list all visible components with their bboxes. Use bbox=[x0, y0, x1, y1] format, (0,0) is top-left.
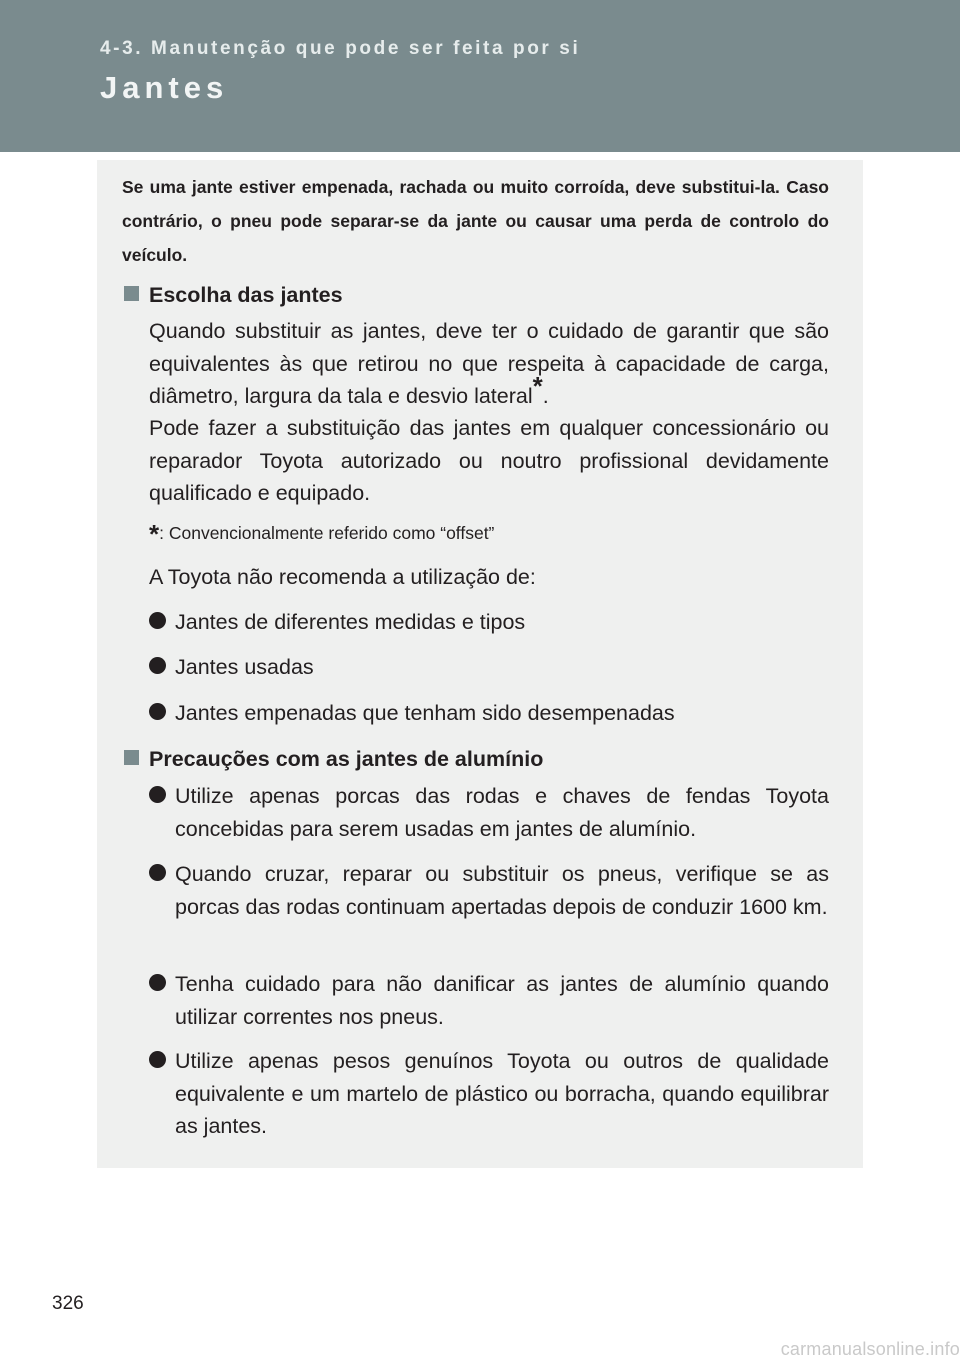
square-bullet-icon bbox=[124, 286, 139, 301]
bullet-dot-icon bbox=[149, 864, 166, 881]
paragraph-text: Quando substituir as jantes, deve ter o cuidado de garantir que são equivalentes às que retirou no que respeita à capacidade de carga, diâmetro, largura da tala e desvio lateral bbox=[149, 319, 829, 408]
bullet-dot-icon bbox=[149, 974, 166, 991]
bullet-dot-icon bbox=[149, 657, 166, 674]
page-number: 326 bbox=[52, 1293, 84, 1314]
list-item-text: Utilize apenas pesos genuínos Toyota ou outros de qualidade equivalente e um martelo de plástico ou borracha, quando equilibrar as jantes. bbox=[175, 1049, 829, 1138]
section-heading-wheel-choice bbox=[124, 281, 343, 309]
list-item bbox=[149, 1045, 829, 1143]
list-item bbox=[149, 968, 829, 1033]
list-item-text: Jantes empenadas que tenham sido desempenadas bbox=[175, 701, 675, 725]
section-heading-label: Precauções com as jantes de alumínio bbox=[149, 747, 544, 771]
list-item-text: Quando cruzar, reparar ou substituir os pneus, verifique se as porcas das rodas continuam apertadas depois de conduzir 1600 km. bbox=[175, 862, 829, 919]
square-bullet-icon bbox=[124, 750, 139, 765]
list-item bbox=[149, 858, 829, 923]
section-label: 4-3. Manutenção que pode ser feita por si bbox=[100, 38, 581, 59]
footnote-marker: * bbox=[532, 371, 543, 401]
page-title: Jantes bbox=[100, 70, 229, 105]
paragraph-end: . bbox=[542, 384, 549, 408]
warning-text: Se uma jante estiver empenada, rachada ou muito corroída, deve substitui-la. Caso contrário, o pneu pode separar-se da jante ou causar uma perda de controlo do veículo. bbox=[122, 177, 829, 265]
bullet-dot-icon bbox=[149, 703, 166, 720]
list-item bbox=[149, 697, 829, 730]
bullet-dot-icon bbox=[149, 786, 166, 803]
list-item bbox=[149, 651, 829, 684]
list-item-text: Utilize apenas porcas das rodas e chaves de fendas Toyota concebidas para serem usadas em jantes de alumínio. bbox=[175, 784, 829, 841]
not-recommended-intro: A Toyota não recomenda a utilização de: bbox=[149, 565, 536, 589]
section-heading-aluminium bbox=[124, 745, 543, 773]
list-item-text: Jantes de diferentes medidas e tipos bbox=[175, 610, 526, 634]
bullet-dot-icon bbox=[149, 1051, 166, 1068]
footnote-text: : Convencionalmente referido como “offset” bbox=[159, 523, 495, 543]
bullet-dot-icon bbox=[149, 612, 166, 629]
list-item bbox=[149, 780, 829, 845]
paragraph-dealer: Pode fazer a substituição das jantes em qualquer concessionário ou reparador Toyota autorizado ou noutro profissional devidamente qualificado e equipado. bbox=[149, 416, 829, 505]
footnote bbox=[149, 518, 494, 549]
page-header bbox=[0, 0, 960, 152]
section-heading-label: Escolha das jantes bbox=[149, 283, 343, 307]
paragraph-wheel-equivalence bbox=[149, 315, 829, 413]
list-item bbox=[149, 606, 829, 639]
list-item-text: Jantes usadas bbox=[175, 655, 314, 679]
footnote-star: * bbox=[149, 519, 160, 549]
list-item-text: Tenha cuidado para não danificar as jantes de alumínio quando utilizar correntes nos pneus. bbox=[175, 972, 829, 1029]
watermark: carmanualsonline.info bbox=[780, 1339, 960, 1359]
